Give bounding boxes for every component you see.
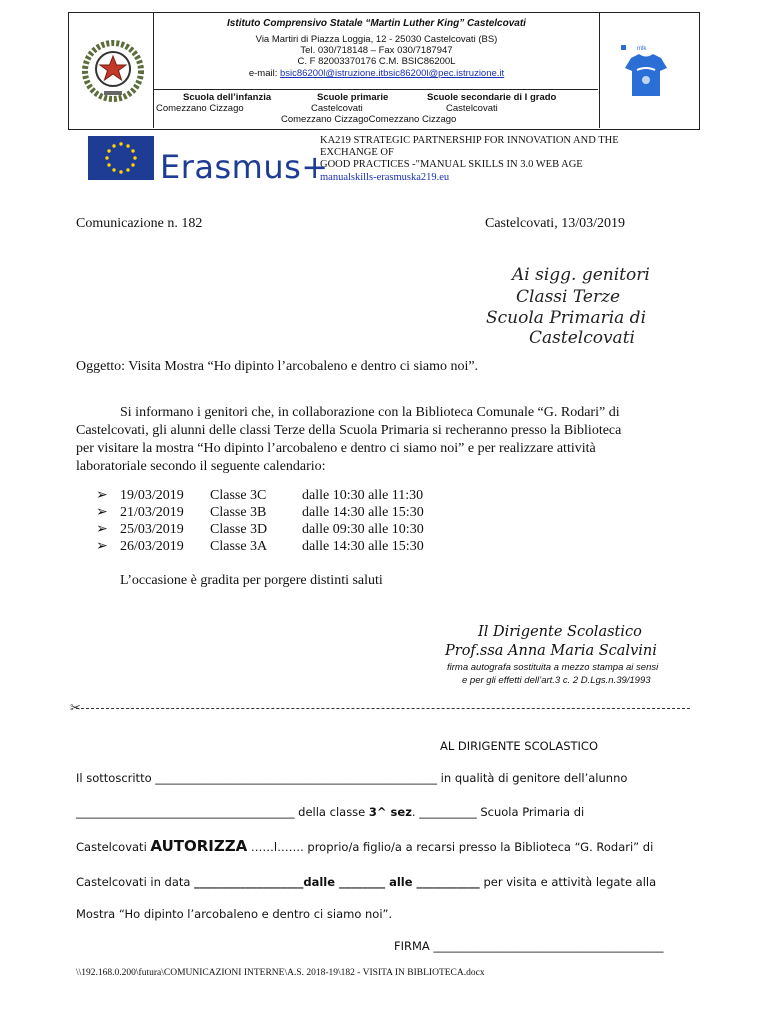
- document-path-footer: \\192.168.0.200\futura\COMUNICAZIONI INTERNE\A.S. 2018-19\182 - VISITA IN BIBLIOTECA.docx: [76, 968, 485, 978]
- section-blank[interactable]: __________: [419, 805, 477, 819]
- calendar-class: Classe 3C: [210, 488, 267, 503]
- form-line-date: Castelcovati in data ___________________dalle ________ alle ___________ per visita e attività legate alla: [76, 875, 657, 889]
- school-email-line: [154, 68, 599, 79]
- infanzia-places: Comezzano Cizzago: [156, 103, 244, 114]
- body-paragraph-line: laboratoriale secondo il seguente calendario:: [76, 459, 326, 474]
- signer-name: Prof.ssa Anna Maria Scalvini: [445, 643, 657, 659]
- cut-line: [76, 708, 690, 709]
- header-divider: [153, 89, 598, 90]
- scissors-icon: ✂: [70, 700, 81, 715]
- closing-line: L’occasione è gradita per porgere distinti saluti: [120, 573, 383, 588]
- infanzia-heading: Scuola dell’infanzia: [183, 92, 272, 103]
- calendar-time: dalle 09:30 alle 10:30: [302, 522, 424, 537]
- bullet-arrow-icon: ➢: [96, 539, 108, 554]
- project-link[interactable]: manualskills-erasmuska219.eu: [320, 172, 450, 183]
- addressee-line: Scuola Primaria di: [486, 308, 647, 328]
- calendar-class: Classe 3D: [210, 522, 268, 537]
- calendar-date: 19/03/2019: [120, 488, 184, 503]
- svg-text:mlk: mlk: [637, 46, 647, 52]
- ka-line-1: KA219 STRATEGIC PARTNERSHIP FOR INNOVATION AND THE: [320, 135, 619, 146]
- bullet-arrow-icon: ➢: [96, 488, 108, 503]
- school-codes: C. F 82003370176 C.M. BSIC86200L: [297, 56, 456, 67]
- body-paragraph-line: Si informano i genitori che, in collaborazione con la Biblioteca Comunale “G. Rodari” di: [120, 405, 620, 420]
- email-prefix: e-mail:: [248, 68, 280, 79]
- signature-blank[interactable]: ________________________________________: [433, 939, 664, 953]
- calendar-date: 21/03/2019: [120, 505, 184, 520]
- body-paragraph-line: Castelcovati, gli alunni delle classi Terze della Scuola Primaria si recheranno presso la Biblioteca: [76, 423, 622, 438]
- to-time-blank[interactable]: ___________: [412, 875, 480, 889]
- email-link[interactable]: bsic86200l@istruzione.itbsic86200l@pec.istruzione.it: [279, 68, 505, 79]
- form-line-parent: Il sottoscritto _________________________________________________ in qualità di genitore dell’alunno: [76, 771, 628, 785]
- signature-field: FIRMA ________________________________________: [394, 939, 664, 953]
- bullet-arrow-icon: ➢: [96, 522, 108, 537]
- calendar-class: Classe 3B: [210, 505, 267, 520]
- eu-flag-icon: [88, 136, 154, 180]
- erasmus-wordmark: Erasmus+: [160, 148, 329, 186]
- form-line-class: ______________________________________ della classe 3^ sez. __________ Scuola Primaria di: [76, 805, 585, 819]
- subject-line: Oggetto: Visita Mostra “Ho dipinto l’arcobaleno e dentro ci siamo noi”.: [76, 359, 479, 374]
- secondarie-heading: Scuole secondarie di I grado: [427, 92, 557, 103]
- ka-line-3: GOOD PRACTICES -"MANUAL SKILLS IN 3.0 WEB AGE: [320, 159, 583, 170]
- calendar-time: dalle 10:30 alle 11:30: [302, 488, 424, 503]
- signer-title: Il Dirigente Scolastico: [478, 624, 642, 640]
- tshirt-logo-icon: [617, 40, 675, 100]
- from-time-blank[interactable]: ________: [335, 875, 390, 889]
- addressee-line: Ai sigg. genitori: [512, 265, 650, 285]
- pupil-name-blank[interactable]: ______________________________________: [76, 805, 295, 819]
- school-address: Via Martiri di Piazza Loggia, 12 - 25030 Castelcovati (BS): [255, 34, 498, 45]
- communication-number: Comunicazione n. 182: [76, 216, 203, 231]
- schools-combined-line: Comezzano CizzagoComezzano Cizzago: [281, 114, 457, 125]
- calendar-time: dalle 14:30 alle 15:30: [302, 539, 424, 554]
- calendar-date: 26/03/2019: [120, 539, 184, 554]
- addressee-line: Classi Terze: [516, 287, 621, 307]
- secondarie-places: Castelcovati: [446, 103, 498, 114]
- bullet-arrow-icon: ➢: [96, 505, 108, 520]
- form-recipient: AL DIRIGENTE SCOLASTICO: [440, 739, 599, 753]
- school-phone: Tel. 030/718148 – Fax 030/7187947: [300, 45, 453, 56]
- date-blank[interactable]: ___________________dalle: [194, 875, 336, 889]
- place-date: Castelcovati, 13/03/2019: [485, 216, 625, 231]
- institute-title: Istituto Comprensivo Statale “Martin Luther King” Castelcovati: [227, 18, 526, 29]
- ka-line-2: EXCHANGE OF: [320, 147, 394, 158]
- italian-republic-emblem: [78, 36, 148, 106]
- form-line-authorize: Castelcovati AUTORIZZA ……l……. proprio/a figlio/a a recarsi presso la Biblioteca “G. Rodari” di: [76, 837, 654, 855]
- calendar-class: Classe 3A: [210, 539, 268, 554]
- form-line-exhibit: Mostra “Ho dipinto l’arcobaleno e dentro ci siamo noi”.: [76, 907, 393, 921]
- addressee-line: Castelcovati: [529, 328, 635, 348]
- calendar-date: 25/03/2019: [120, 522, 184, 537]
- calendar-time: dalle 14:30 alle 15:30: [302, 505, 424, 520]
- body-paragraph-line: per visitare la mostra “Ho dipinto l’arcobaleno e dentro ci siamo noi” e per realizzare attività: [76, 441, 596, 456]
- primarie-heading: Scuole primarie: [317, 92, 389, 103]
- signature-note: firma autografa sostituita a mezzo stampa ai sensi: [447, 662, 659, 673]
- primarie-places: Castelcovati: [311, 103, 363, 114]
- signature-note: e per gli effetti dell’art.3 c. 2 D.Lgs.n.39/1993: [462, 675, 651, 686]
- parent-name-blank[interactable]: _________________________________________________: [155, 771, 438, 785]
